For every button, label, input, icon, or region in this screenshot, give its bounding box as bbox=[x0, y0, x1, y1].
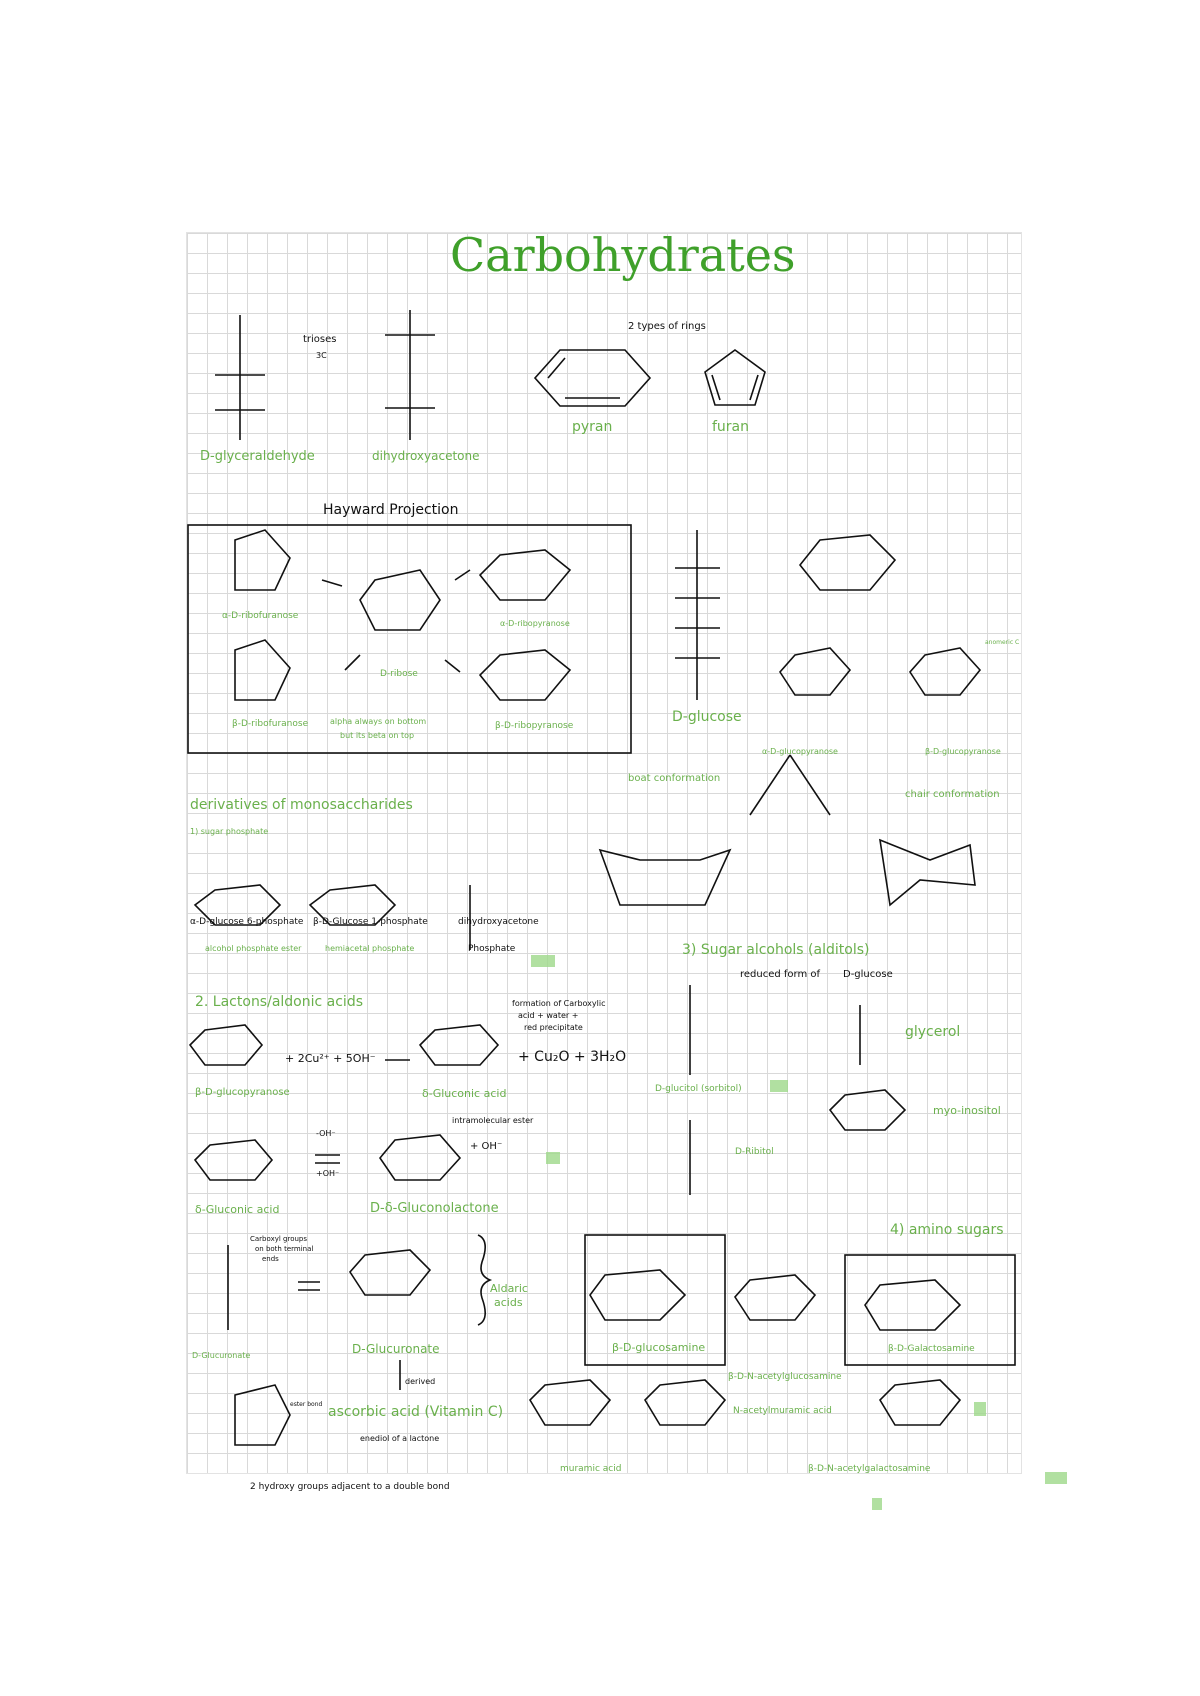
amino-heading: 4) amino sugars bbox=[890, 1222, 1004, 1238]
aldaric-line-2: acids bbox=[494, 1296, 523, 1309]
glyceraldehyde-structure bbox=[215, 315, 265, 440]
haworth-heading: Hayward Projection bbox=[323, 502, 459, 518]
muramic-acid-label: muramic acid bbox=[560, 1464, 622, 1474]
glucose-fischer-label: D-glucose bbox=[672, 709, 742, 725]
highlight-mark bbox=[546, 1152, 560, 1164]
glucuronate-fischer-label: D-Glucuronate bbox=[192, 1351, 251, 1360]
glucitol-label: D-glucitol (sorbitol) bbox=[655, 1084, 742, 1094]
g1p-sub-label: hemiacetal phosphate bbox=[325, 944, 415, 953]
n-acetyl-galactosamine-label: β-D-N-acetylgalactosamine bbox=[808, 1464, 931, 1474]
n-acetylmuramic-label: N-acetylmuramic acid bbox=[733, 1406, 832, 1416]
intramolecular-ester-label: intramolecular ester bbox=[452, 1116, 534, 1125]
glycerol-label: glycerol bbox=[905, 1024, 961, 1040]
ribose-label: D-ribose bbox=[380, 669, 418, 679]
gluconic-acid-label: δ-Gluconic acid bbox=[422, 1087, 507, 1100]
a-glucopyranose-label: α-D-glucopyranose bbox=[762, 747, 838, 756]
dihydroxyacetone-label: dihydroxyacetone bbox=[372, 449, 480, 463]
hydroxy-note: 2 hydroxy groups adjacent to a double bond bbox=[250, 1482, 450, 1492]
dihydroxyacetone-structure bbox=[385, 310, 435, 440]
trioses-sub: 3C bbox=[316, 351, 327, 360]
chair-label: chair conformation bbox=[905, 789, 1000, 800]
derived-label: derived bbox=[405, 1377, 436, 1386]
g6p-label: α-D-glucose 6-phosphate bbox=[190, 917, 304, 927]
g6p-sub-label: alcohol phosphate ester bbox=[205, 944, 302, 953]
d-glucose-label: D-glucose bbox=[843, 969, 893, 980]
reactants-label: + 2Cu²⁺ + 5OH⁻ bbox=[285, 1052, 376, 1065]
boat-conformation bbox=[600, 850, 730, 905]
myo-inositol-label: myo-inositol bbox=[933, 1104, 1001, 1117]
ester-bond-label: ester bond bbox=[290, 1401, 323, 1408]
g1p-label: β-D-Glucose 1-phosphate bbox=[313, 917, 428, 927]
highlight-mark bbox=[770, 1080, 788, 1092]
haworth-note-2: but its beta on top bbox=[340, 731, 415, 740]
formation-line-1: formation of Carboxylic bbox=[512, 999, 606, 1008]
formation-line-2: acid + water + bbox=[518, 1011, 579, 1020]
carboxyl-line-1: Carboxyl groups bbox=[250, 1235, 307, 1243]
carboxyl-line-2: on both terminal bbox=[255, 1245, 314, 1253]
galactosamine-label: β-D-Galactosamine bbox=[888, 1344, 975, 1354]
furan-label: furan bbox=[712, 419, 750, 435]
haworth-note-1: alpha always on bottom bbox=[330, 717, 427, 726]
sugar-phosphate-label: 1) sugar phosphate bbox=[190, 827, 269, 836]
alditols-heading: 3) Sugar alcohols (alditols) bbox=[682, 942, 870, 958]
dhap-sub-label: Phosphate bbox=[468, 944, 516, 954]
oh-label: + OH⁻ bbox=[470, 1141, 503, 1152]
ribofuranose-a-label: α-D-ribofuranose bbox=[222, 611, 299, 621]
chair-conformation bbox=[880, 840, 975, 905]
highlight-mark bbox=[974, 1402, 986, 1416]
carboxyl-line-3: ends bbox=[262, 1255, 279, 1263]
glyceraldehyde-label: D-glyceraldehyde bbox=[200, 449, 315, 464]
ascorbic-label: ascorbic acid (Vitamin C) bbox=[328, 1404, 504, 1420]
lactones-heading: 2. Lactons/aldonic acids bbox=[195, 994, 363, 1010]
glucuronate-label: D-Glucuronate bbox=[352, 1342, 440, 1356]
b-glucopyranose-label: β-D-glucopyranose bbox=[925, 747, 1001, 756]
reduced-form-label: reduced form of bbox=[740, 969, 821, 980]
dhap-label: dihydroxyacetone bbox=[458, 917, 539, 927]
products-label: + Cu₂O + 3H₂O bbox=[518, 1049, 627, 1065]
highlight-mark bbox=[872, 1498, 882, 1510]
ribitol-label: D-Ribitol bbox=[735, 1147, 774, 1157]
highlight-mark bbox=[531, 955, 555, 967]
pyran-label: pyran bbox=[572, 419, 613, 435]
derivatives-heading: derivatives of monosaccharides bbox=[190, 797, 413, 813]
furan-ring bbox=[705, 350, 765, 405]
equilibrium-top: -OH⁻ bbox=[316, 1129, 336, 1138]
boat-label: boat conformation bbox=[628, 773, 721, 784]
gluconolactone-label: D-δ-Gluconolactone bbox=[370, 1201, 499, 1216]
glucosamine-label: β-D-glucosamine bbox=[612, 1341, 706, 1354]
page-title: Carbohydrates bbox=[450, 228, 796, 282]
trioses-label: trioses bbox=[303, 334, 337, 345]
equilibrium-bottom: +OH⁻ bbox=[316, 1169, 340, 1178]
highlight-mark bbox=[1045, 1472, 1067, 1484]
anomeric-c-label: anomeric C bbox=[985, 639, 1020, 646]
ribopyranose-b-label: β-D-ribopyranose bbox=[495, 721, 574, 731]
n-acetyl-glucosamine-label: β-D-N-acetylglucosamine bbox=[728, 1372, 842, 1382]
ribopyranose-a-label: α-D-ribopyranose bbox=[500, 619, 570, 628]
ribofuranose-b-label: β-D-ribofuranose bbox=[232, 719, 309, 729]
b-glucopyranose-2-label: β-D-glucopyranose bbox=[195, 1087, 290, 1098]
gluconic-acid-2-label: δ-Gluconic acid bbox=[195, 1203, 280, 1216]
aldaric-line-1: Aldaric bbox=[490, 1282, 528, 1295]
enediol-label: enediol of a lactone bbox=[360, 1434, 440, 1443]
rings-header: 2 types of rings bbox=[628, 321, 706, 332]
formation-line-3: red precipitate bbox=[524, 1023, 583, 1032]
